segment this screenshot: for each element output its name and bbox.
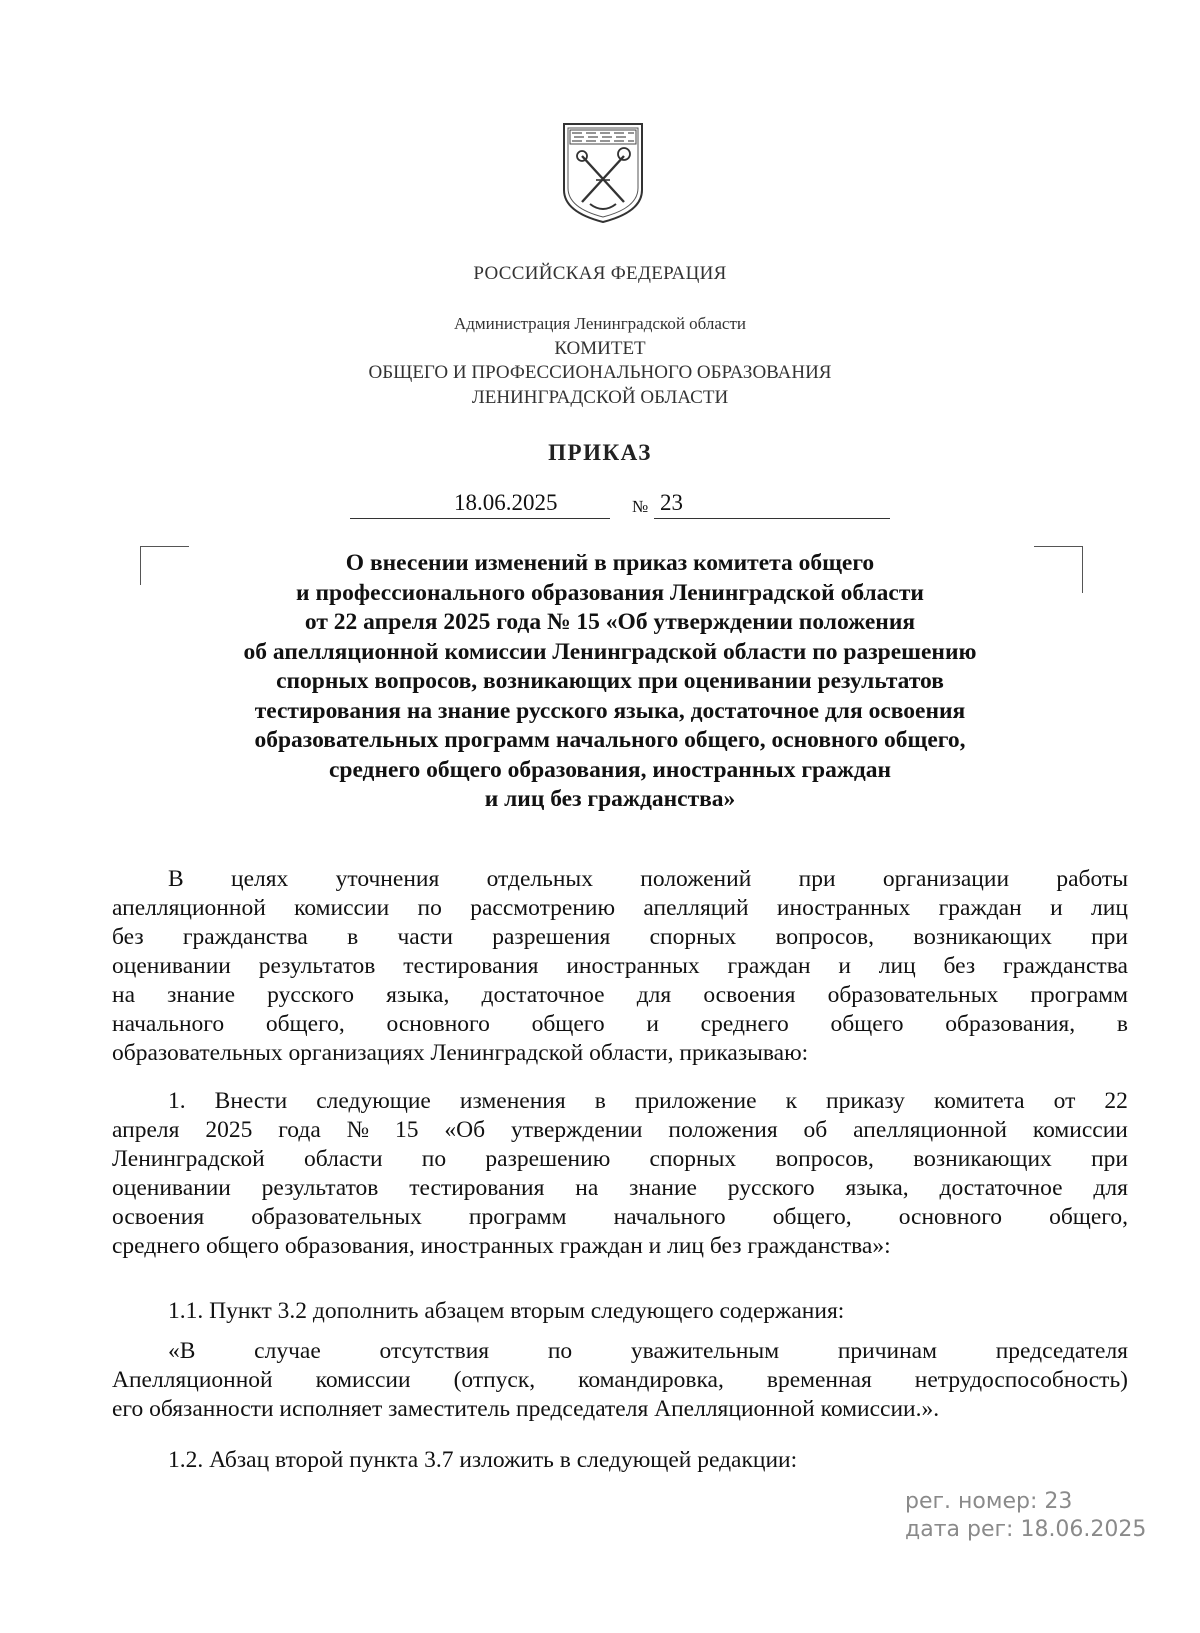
word: образовательных xyxy=(251,1204,422,1230)
word: разрешения xyxy=(492,924,611,950)
word: комитета xyxy=(933,1088,1025,1114)
subject-line: и профессионального образования Ленинградской области xyxy=(296,579,924,606)
registration-date: дата рег: 18.06.2025 xyxy=(905,1517,1147,1542)
subject-line: от 22 апреля 2025 года № 15 «Об утверждении положения xyxy=(304,609,916,635)
word: русского xyxy=(727,1175,815,1201)
subject-line: спорных вопросов, возникающих при оценивании результатов xyxy=(276,668,944,694)
word: и xyxy=(838,953,851,979)
word: положения xyxy=(668,1117,778,1143)
word: 1. xyxy=(168,1088,186,1114)
subject-line: О внесении изменений в приказ комитета общего xyxy=(345,550,875,576)
committee-full-name: ОБЩЕГО И ПРОФЕССИОНАЛЬНОГО ОБРАЗОВАНИЯ xyxy=(368,362,832,383)
document-title: ПРИКАЗ xyxy=(548,440,652,465)
word: № xyxy=(346,1117,370,1143)
word: от xyxy=(1053,1088,1076,1114)
word: общего, xyxy=(265,1011,345,1037)
word: комиссии xyxy=(294,895,390,921)
word: лиц xyxy=(1091,895,1128,921)
word: возникающих xyxy=(913,924,1052,950)
word: лиц xyxy=(878,953,916,979)
word: «В xyxy=(168,1338,196,1364)
country-name: РОССИЙСКАЯ ФЕДЕРАЦИЯ xyxy=(473,263,727,284)
word: языка, xyxy=(386,982,450,1008)
word: отсутствия xyxy=(379,1338,490,1364)
word: освоения xyxy=(703,982,796,1008)
word: Внести xyxy=(214,1088,288,1114)
body-line xyxy=(112,1337,1128,1366)
administration-name: Администрация Ленинградской области xyxy=(453,314,746,333)
order-subject xyxy=(150,549,1070,815)
word: приказу xyxy=(826,1088,905,1114)
word: спорных xyxy=(649,924,737,950)
subject-line: и лиц без гражданства» xyxy=(484,786,736,812)
word: достаточное xyxy=(939,1175,1063,1201)
body-line: среднего общего образования, иностранных граждан и лиц без гражданства»: xyxy=(112,1233,891,1259)
word: временная xyxy=(766,1367,872,1393)
word: апелляций xyxy=(643,895,749,921)
word: без xyxy=(112,924,144,950)
word: для xyxy=(636,982,672,1008)
date-underline xyxy=(350,518,610,519)
word: оценивании xyxy=(112,1175,231,1201)
word: рассмотрению xyxy=(470,895,616,921)
word: программ xyxy=(1030,982,1128,1008)
subject-line: среднего общего образования, иностранных граждан xyxy=(328,756,892,783)
word: среднего xyxy=(700,1011,789,1037)
order-number: 23 xyxy=(660,490,683,515)
word: в xyxy=(594,1088,606,1114)
committee-label: КОМИТЕТ xyxy=(554,338,646,359)
body-line xyxy=(112,1174,1128,1203)
word: возникающих xyxy=(913,1146,1052,1172)
body-line: его обязанности исполняет заместитель председателя Апелляционной комиссии.». xyxy=(112,1396,940,1422)
word: целях xyxy=(231,866,289,892)
item-1-2-paragraph xyxy=(112,1446,1128,1475)
word: в xyxy=(347,924,359,950)
word: общего, xyxy=(1049,1204,1128,1230)
word: по xyxy=(421,1146,447,1172)
body-line xyxy=(112,952,1128,981)
word: русского xyxy=(267,982,354,1008)
word: командировка, xyxy=(578,1367,724,1393)
registration-number: рег. номер: 23 xyxy=(905,1489,1073,1514)
word: для xyxy=(1093,1175,1128,1201)
word: общего xyxy=(531,1011,605,1037)
quote-paragraph xyxy=(112,1337,1128,1424)
word: освоения xyxy=(112,1204,205,1230)
word: гражданства xyxy=(182,924,308,950)
word: тестирования xyxy=(409,1175,545,1201)
word: апелляционной xyxy=(853,1117,1007,1143)
body-line xyxy=(112,865,1128,894)
word: «Об xyxy=(444,1117,486,1143)
body-line: 1.1. Пункт 3.2 дополнить абзацем вторым следующего содержания: xyxy=(168,1298,845,1324)
word: 22 xyxy=(1104,1088,1128,1114)
word: без xyxy=(943,953,976,979)
word: граждан xyxy=(938,895,1022,921)
word: Ленинградской xyxy=(112,1146,265,1172)
word: оценивании xyxy=(112,953,231,979)
number-sign: № xyxy=(632,497,649,516)
intro-paragraph xyxy=(112,865,1128,1068)
item-1-paragraph xyxy=(112,1087,1128,1261)
word: общего xyxy=(830,1011,904,1037)
word: комиссии xyxy=(1032,1117,1128,1143)
word: при xyxy=(798,866,836,892)
word: апреля xyxy=(112,1117,180,1143)
body-line xyxy=(112,981,1128,1010)
word: отдельных xyxy=(486,866,593,892)
body-line xyxy=(112,1203,1128,1232)
word: иностранных xyxy=(566,953,700,979)
word: комиссии xyxy=(315,1367,411,1393)
word: начального xyxy=(613,1204,726,1230)
order-date: 18.06.2025 xyxy=(454,490,558,515)
word: иностранных xyxy=(776,895,911,921)
word: граждан xyxy=(727,953,811,979)
registration-stamp xyxy=(905,1488,1146,1544)
word: и xyxy=(646,1011,659,1037)
word: основного xyxy=(386,1011,490,1037)
word: изменения xyxy=(459,1088,566,1114)
word: организации xyxy=(882,866,1010,892)
word: 15 xyxy=(394,1117,419,1143)
word: основного xyxy=(898,1204,1003,1230)
word: причинам xyxy=(837,1338,937,1364)
word: достаточное xyxy=(481,982,605,1008)
word: результатов xyxy=(261,1175,379,1201)
word: 2025 xyxy=(205,1117,253,1143)
word: случае xyxy=(254,1338,321,1364)
word: при xyxy=(1091,924,1128,950)
word: В xyxy=(168,866,184,892)
word: нетрудоспособность) xyxy=(914,1367,1128,1393)
word: работы xyxy=(1056,866,1128,892)
word: по xyxy=(547,1338,573,1364)
word: образования, xyxy=(945,1011,1076,1037)
word: начального xyxy=(112,1011,225,1037)
body-line xyxy=(112,894,1128,923)
word: спорных xyxy=(649,1146,737,1172)
word: языка, xyxy=(845,1175,909,1201)
word: по xyxy=(417,895,442,921)
word: программ xyxy=(468,1204,567,1230)
word: (отпуск, xyxy=(453,1367,536,1393)
word: положений xyxy=(640,866,752,892)
word: приложение xyxy=(634,1088,757,1114)
word: тестирования xyxy=(403,953,539,979)
word: об xyxy=(803,1117,828,1143)
word: на xyxy=(112,982,136,1008)
word: области xyxy=(303,1146,383,1172)
coat-of-arms-icon xyxy=(560,120,646,226)
word: знание xyxy=(629,1175,697,1201)
word: председателя xyxy=(995,1338,1128,1364)
body-line xyxy=(112,923,1128,952)
body-line: 1.2. Абзац второй пункта 3.7 изложить в следующей редакции: xyxy=(168,1447,798,1473)
word: вопросов, xyxy=(775,1146,874,1172)
word: в xyxy=(1116,1011,1128,1037)
word: вопросов, xyxy=(775,924,874,950)
word: на xyxy=(575,1175,599,1201)
word: апелляционной xyxy=(112,895,266,921)
body-line xyxy=(112,1116,1128,1145)
word: знание xyxy=(167,982,236,1008)
word: Апелляционной xyxy=(112,1367,273,1393)
body-line xyxy=(112,1087,1128,1116)
word: при xyxy=(1091,1146,1128,1172)
word: результатов xyxy=(258,953,376,979)
word: гражданства xyxy=(1002,953,1128,979)
word: разрешению xyxy=(485,1146,611,1172)
subject-line: об апелляционной комиссии Ленинградской области по разрешению xyxy=(243,638,977,665)
region-name: ЛЕНИНГРАДСКОЙ ОБЛАСТИ xyxy=(471,387,729,408)
word: общего, xyxy=(772,1204,852,1230)
number-underline xyxy=(654,518,890,519)
word: образовательных xyxy=(827,982,999,1008)
word: уточнения xyxy=(335,866,440,892)
body-line xyxy=(112,1145,1128,1174)
word: части xyxy=(397,924,453,950)
word: к xyxy=(785,1088,797,1114)
word: и xyxy=(1050,895,1063,921)
item-1-1-paragraph xyxy=(112,1297,1128,1326)
word: следующие xyxy=(316,1088,431,1114)
subject-line: образовательных программ начального общего, основного общего, xyxy=(254,727,966,753)
body-line: образовательных организациях Ленинградской области, приказываю: xyxy=(112,1040,809,1066)
subject-line: тестирования на знание русского языка, достаточное для освоения xyxy=(254,697,966,724)
body-line xyxy=(112,1010,1128,1039)
word: утверждении xyxy=(510,1117,643,1143)
body-line xyxy=(112,1366,1128,1395)
word: уважительным xyxy=(630,1338,780,1364)
word: года xyxy=(278,1117,321,1143)
